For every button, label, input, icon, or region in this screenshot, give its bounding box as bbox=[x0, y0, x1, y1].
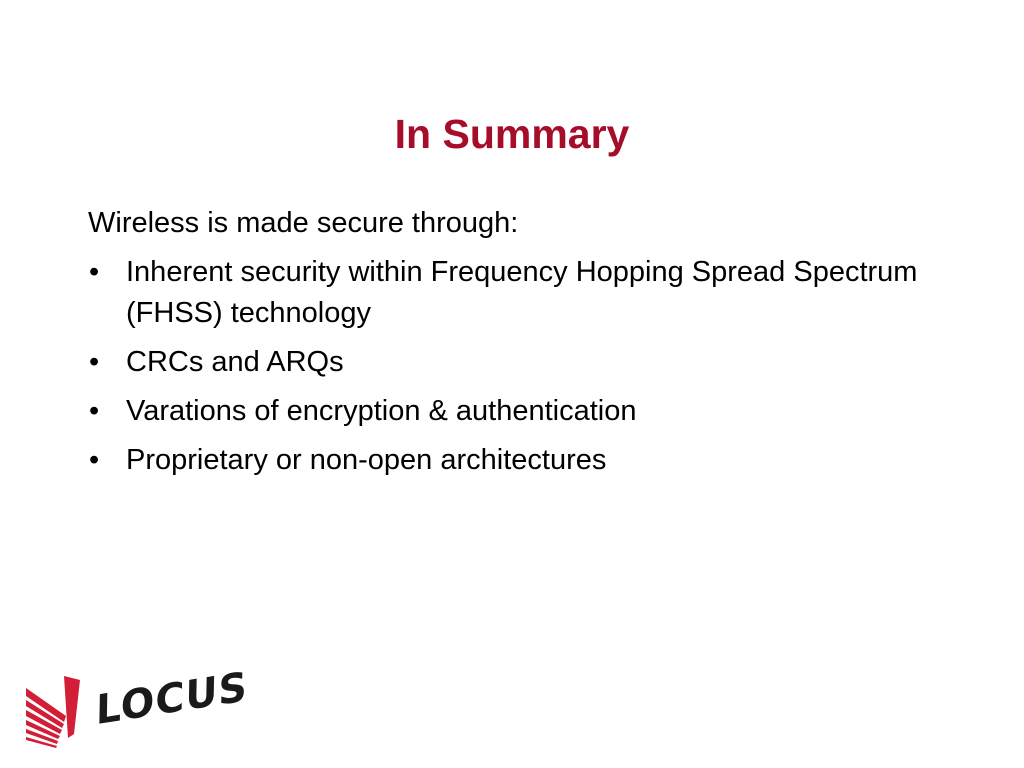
bullet-text: Inherent security within Frequency Hopping Spread Spectrum (FHSS) technology bbox=[126, 256, 918, 329]
bullet-icon: • bbox=[89, 395, 100, 427]
locus-logo-icon bbox=[24, 676, 94, 752]
bullet-icon: • bbox=[89, 256, 100, 288]
intro-text: Wireless is made secure through: bbox=[88, 207, 519, 239]
bullet-item bbox=[88, 342, 968, 383]
bullet-item bbox=[88, 440, 968, 481]
bullet-item bbox=[88, 252, 968, 334]
slide-title: In Summary bbox=[394, 111, 630, 157]
bullet-icon: • bbox=[89, 346, 100, 378]
bullet-list bbox=[88, 252, 968, 481]
logo-wordmark: LOCUS bbox=[95, 663, 249, 735]
bullet-icon: • bbox=[89, 444, 100, 476]
slide-body bbox=[88, 203, 968, 489]
locus-logo bbox=[24, 663, 249, 752]
bullet-text: Proprietary or non-open architectures bbox=[126, 444, 607, 476]
bullet-item bbox=[88, 391, 968, 432]
bullet-text: CRCs and ARQs bbox=[126, 346, 344, 378]
bullet-text: Varations of encryption & authentication bbox=[126, 395, 637, 427]
